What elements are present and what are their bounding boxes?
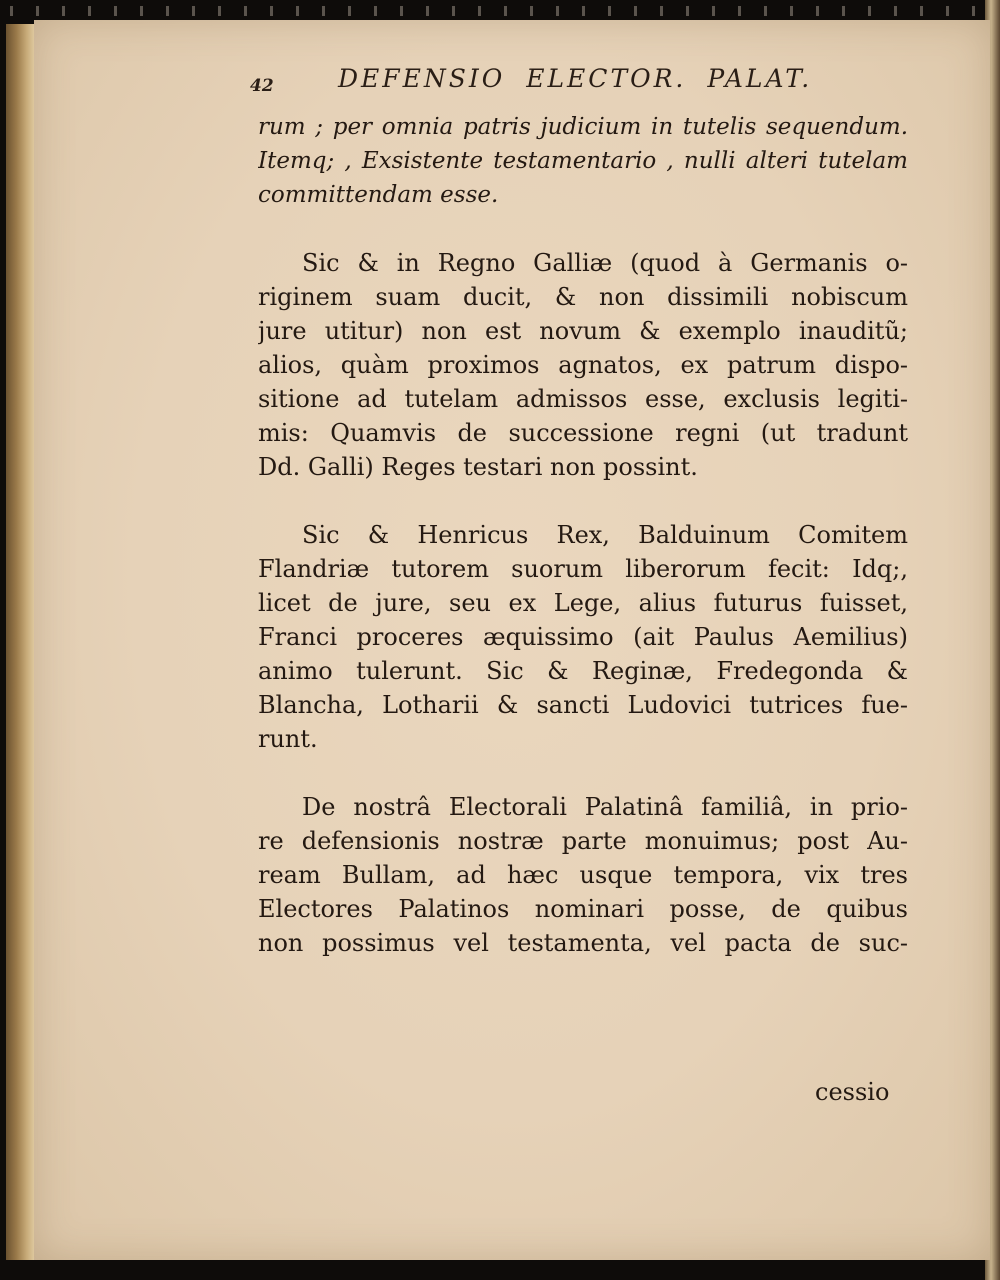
text-line: De nostrâ Electorali Palatinâ familiâ, in prio-: [302, 793, 908, 821]
text-line: jure utitur) non est novum & exemplo inauditũ;: [258, 317, 908, 345]
catchword: cessio: [815, 1078, 890, 1106]
text-line: alios, quàm proximos agnatos, ex patrum dispo-: [258, 351, 908, 379]
text-line: Itemq; , Exsistente testamentario , nulli alteri tutelam: [258, 148, 908, 174]
text-line: mis: Quamvis de successione regni (ut tradunt: [258, 419, 908, 447]
running-head: [250, 62, 890, 98]
text-line: Franci proceres æquissimo (ait Paulus Aemilius): [258, 623, 908, 651]
body-text: [258, 110, 908, 960]
text-line: committendam esse.: [258, 182, 499, 208]
text-line: Flandriæ tutorem suorum liberorum fecit: Idq;,: [258, 555, 908, 583]
running-title: DEFENSIO ELECTOR. PALAT.: [338, 64, 813, 93]
book-gutter: [6, 24, 36, 1260]
text-line: Dd. Galli) Reges testari non possint.: [258, 453, 698, 481]
page-number: 42: [250, 76, 274, 96]
text-line: Sic & in Regno Galliæ (quod à Germanis o-: [302, 249, 908, 277]
text-line: Sic & Henricus Rex, Balduinum Comitem: [302, 521, 908, 549]
text-line: licet de jure, seu ex Lege, alius futurus fuisset,: [258, 589, 908, 617]
text-line: re defensionis nostræ parte monuimus; post Au-: [258, 827, 908, 855]
text-line: rum ; per omnia patris judicium in tutelis sequendum.: [258, 114, 908, 140]
text-line: runt.: [258, 725, 318, 753]
text-line: animo tulerunt. Sic & Reginæ, Fredegonda &: [258, 657, 908, 685]
text-line: Blancha, Lotharii & sancti Ludovici tutrices fue-: [258, 691, 908, 719]
text-line: sitione ad tutelam admissos esse, exclusis legiti-: [258, 385, 908, 413]
text-line: Electores Palatinos nominari posse, de quibus: [258, 895, 908, 923]
text-line: ream Bullam, ad hæc usque tempora, vix tres: [258, 861, 908, 889]
text-line: non possimus vel testamenta, vel pacta de suc-: [258, 929, 908, 957]
scan-border-marks: [0, 6, 1000, 16]
text-line: riginem suam ducit, & non dissimili nobiscum: [258, 283, 908, 311]
